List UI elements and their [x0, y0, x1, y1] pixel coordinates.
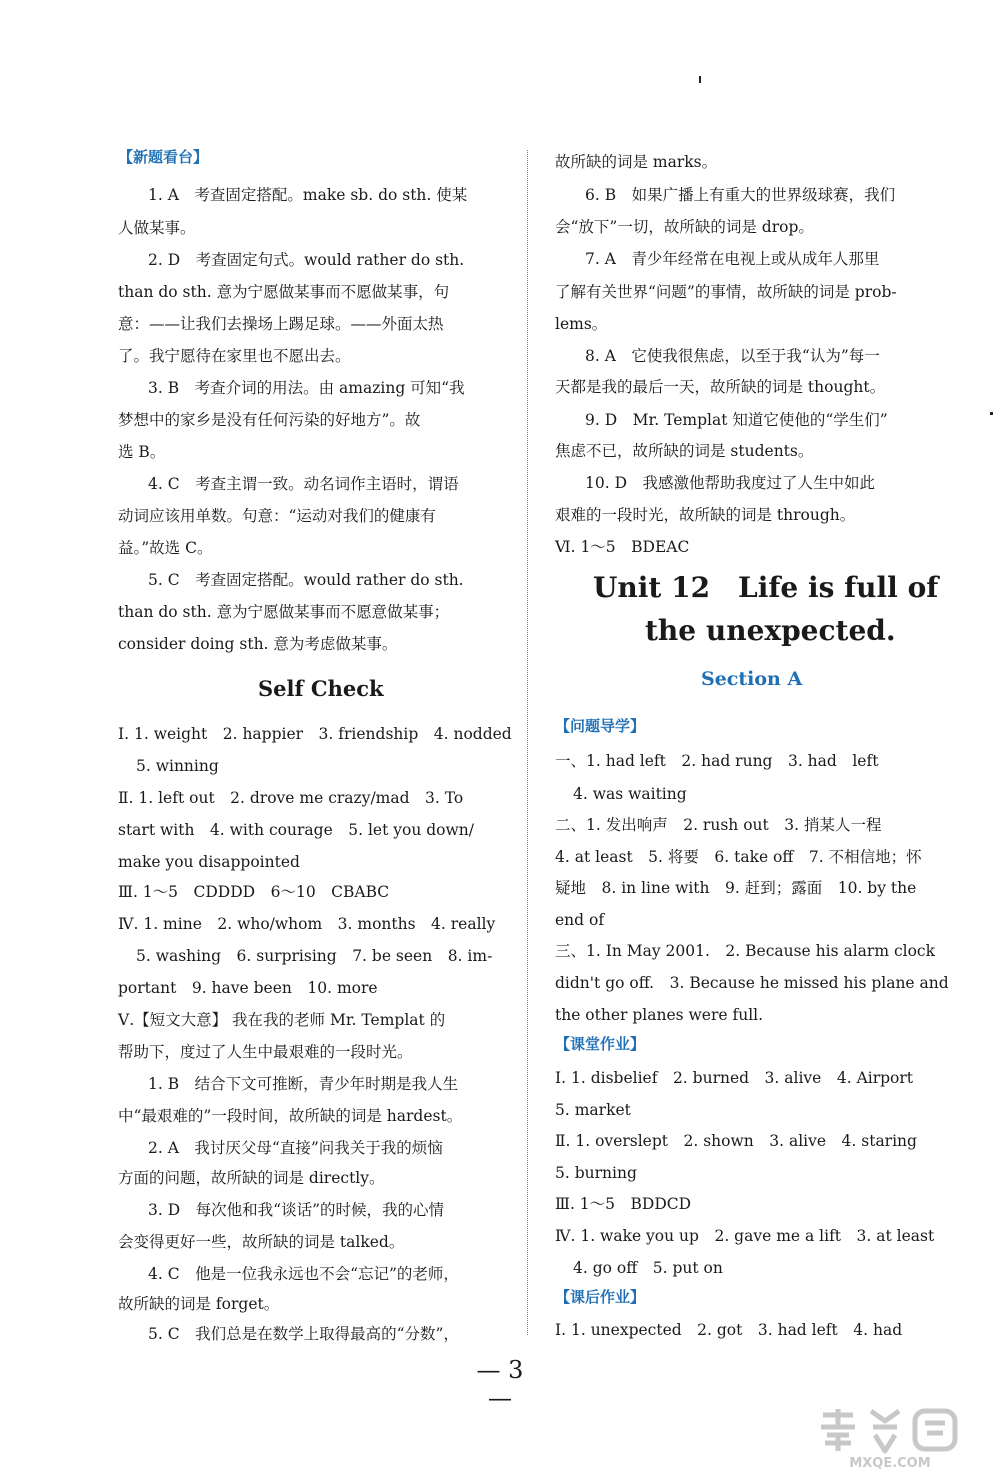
text-line: 焦虑不已，故所缺的词是 students。 — [555, 442, 814, 460]
text-line: 1. A 考查固定搭配。make sb. do sth. 使某 — [148, 186, 468, 204]
heading-class-work: 【课堂作业】 — [555, 1035, 646, 1053]
text-line: make you disappointed — [118, 853, 300, 871]
text-line: 2. A 我讨厌父母“直接”问我关于我的烦恼 — [148, 1139, 443, 1157]
text-line: 10. D 我感激他帮助我度过了人生中如此 — [585, 474, 876, 492]
text-line: 选 B。 — [118, 443, 166, 461]
text-line: 疑地 8. in line with 9. 赶到；露面 10. by the — [555, 879, 917, 897]
heading-question-guide: 【问题导学】 — [555, 717, 646, 735]
text-line: 了。我宁愿待在家里也不愿出去。 — [118, 347, 351, 365]
text-line: the other planes were full. — [555, 1006, 764, 1024]
text-line: portant 9. have been 10. more — [118, 979, 378, 997]
text-line: Ⅳ. 1. mine 2. who/whom 3. months 4. really — [118, 915, 496, 933]
text-line: Ⅴ.【短文大意】 我在我的老师 Mr. Templat 的 — [118, 1011, 446, 1029]
heading-homework: 【课后作业】 — [555, 1288, 646, 1306]
text-line: Ⅵ. 1～5 BDEAC — [555, 538, 690, 556]
text-line: 3. B 考查介词的用法。由 amazing 可知“我 — [148, 379, 465, 397]
unit-title-line2: the unexpected. — [645, 614, 896, 647]
text-line: Ⅳ. 1. wake you up 2. gave me a lift 3. at least — [555, 1227, 935, 1245]
self-check-title: Self Check — [258, 676, 384, 701]
text-line: Ⅱ. 1. left out 2. drove me crazy/mad 3. To — [118, 789, 464, 807]
scan-mark — [990, 412, 993, 415]
unit-title-line1: Unit 12 Life is full of — [593, 571, 939, 604]
column-divider — [527, 150, 528, 1335]
watermark-icon — [815, 1405, 965, 1471]
text-line: 7. A 青少年经常在电视上或从成年人那里 — [585, 250, 880, 268]
text-line: 动词应该用单数。句意：“运动对我们的健康有 — [118, 507, 436, 525]
text-line: 5. burning — [555, 1164, 637, 1182]
text-line: 5. winning — [136, 757, 219, 775]
text-line: start with 4. with courage 5. let you down/ — [118, 821, 474, 839]
scan-mark — [699, 76, 701, 83]
text-line: 4. was waiting — [573, 785, 687, 803]
text-line: Ⅰ. 1. weight 2. happier 3. friendship 4. nodded — [118, 725, 512, 743]
text-line: 天都是我的最后一天，故所缺的词是 thought。 — [555, 378, 886, 396]
text-line: 意：——让我们去操场上踢足球。——外面太热 — [118, 315, 444, 333]
text-line: 2. D 考查固定句式。would rather do sth. — [148, 251, 465, 269]
text-line: 故所缺的词是 forget。 — [118, 1295, 280, 1313]
text-line: consider doing sth. 意为考虑做某事。 — [118, 635, 398, 653]
text-line: 1. B 结合下文可推断，青少年时期是我人生 — [148, 1075, 459, 1093]
text-line: 一、1. had left 2. had rung 3. had left — [555, 752, 879, 770]
text-line: 6. B 如果广播上有重大的世界级球赛，我们 — [585, 186, 896, 204]
text-line: 4. go off 5. put on — [573, 1259, 723, 1277]
text-line: 中“最艰难的”一段时间，故所缺的词是 hardest。 — [118, 1107, 463, 1125]
text-line: 艰难的一段时光，故所缺的词是 through。 — [555, 506, 856, 524]
text-line: 4. C 他是一位我永远也不会“忘记”的老师， — [148, 1265, 459, 1283]
text-line: 4. at least 5. 将要 6. take off 7. 不相信地；怀 — [555, 848, 922, 866]
text-line: 3. D 每次他和我“谈话”的时候，我的心情 — [148, 1201, 444, 1219]
text-line: than do sth. 意为宁愿做某事而不愿做某事，句 — [118, 283, 450, 301]
section-title: Section A — [701, 668, 803, 690]
text-line: 三、1. In May 2001. 2. Because his alarm clock — [555, 942, 935, 960]
text-line: 方面的问题，故所缺的词是 directly。 — [118, 1169, 385, 1187]
text-line: 5. market — [555, 1101, 631, 1119]
text-line: 了解有关世界“问题”的事情，故所缺的词是 prob- — [555, 283, 897, 301]
text-line: 人做某事。 — [118, 219, 196, 237]
text-line: 益。”故选 C。 — [118, 539, 213, 557]
text-line: 9. D Mr. Templat 知道它使他的“学生们” — [585, 411, 888, 429]
text-line: Ⅰ. 1. unexpected 2. got 3. had left 4. had — [555, 1321, 903, 1339]
text-line: 二、1. 发出响声 2. rush out 3. 捎某人一程 — [555, 816, 882, 834]
text-line: 4. C 考查主谓一致。动名词作主语时，谓语 — [148, 475, 459, 493]
page-number: — 3 — — [476, 1356, 524, 1412]
text-line: lems。 — [555, 315, 608, 333]
text-line: 5. C 我们总是在数学上取得最高的“分数”， — [148, 1325, 459, 1343]
text-line: Ⅲ. 1～5 BDDCD — [555, 1195, 692, 1213]
text-line: 故所缺的词是 marks。 — [555, 153, 718, 171]
text-line: 8. A 它使我很焦虑，以至于我“认为”每一 — [585, 347, 880, 365]
svg-text:MXQE.COM: MXQE.COM — [849, 1456, 931, 1471]
text-line: Ⅰ. 1. disbelief 2. burned 3. alive 4. Airport — [555, 1069, 914, 1087]
text-line: than do sth. 意为宁愿做某事而不愿意做某事； — [118, 603, 450, 621]
text-line: Ⅱ. 1. overslept 2. shown 3. alive 4. staring — [555, 1132, 917, 1150]
watermark-logo — [815, 1405, 965, 1471]
text-line: 会“放下”一切，故所缺的词是 drop。 — [555, 218, 814, 236]
text-line: 5. washing 6. surprising 7. be seen 8. im- — [136, 947, 493, 965]
heading-new-questions: 【新题看台】 — [118, 148, 209, 166]
text-line: end of — [555, 911, 605, 929]
text-line: 梦想中的家乡是没有任何污染的好地方”。故 — [118, 411, 421, 429]
text-line: 5. C 考查固定搭配。would rather do sth. — [148, 571, 464, 589]
text-line: Ⅲ. 1～5 CDDDD 6～10 CBABC — [118, 883, 390, 901]
text-line: 帮助下，度过了人生中最艰难的一段时光。 — [118, 1043, 413, 1061]
text-line: 会变得更好一些，故所缺的词是 talked。 — [118, 1233, 405, 1251]
text-line: didn't go off. 3. Because he missed his plane and — [555, 974, 949, 992]
